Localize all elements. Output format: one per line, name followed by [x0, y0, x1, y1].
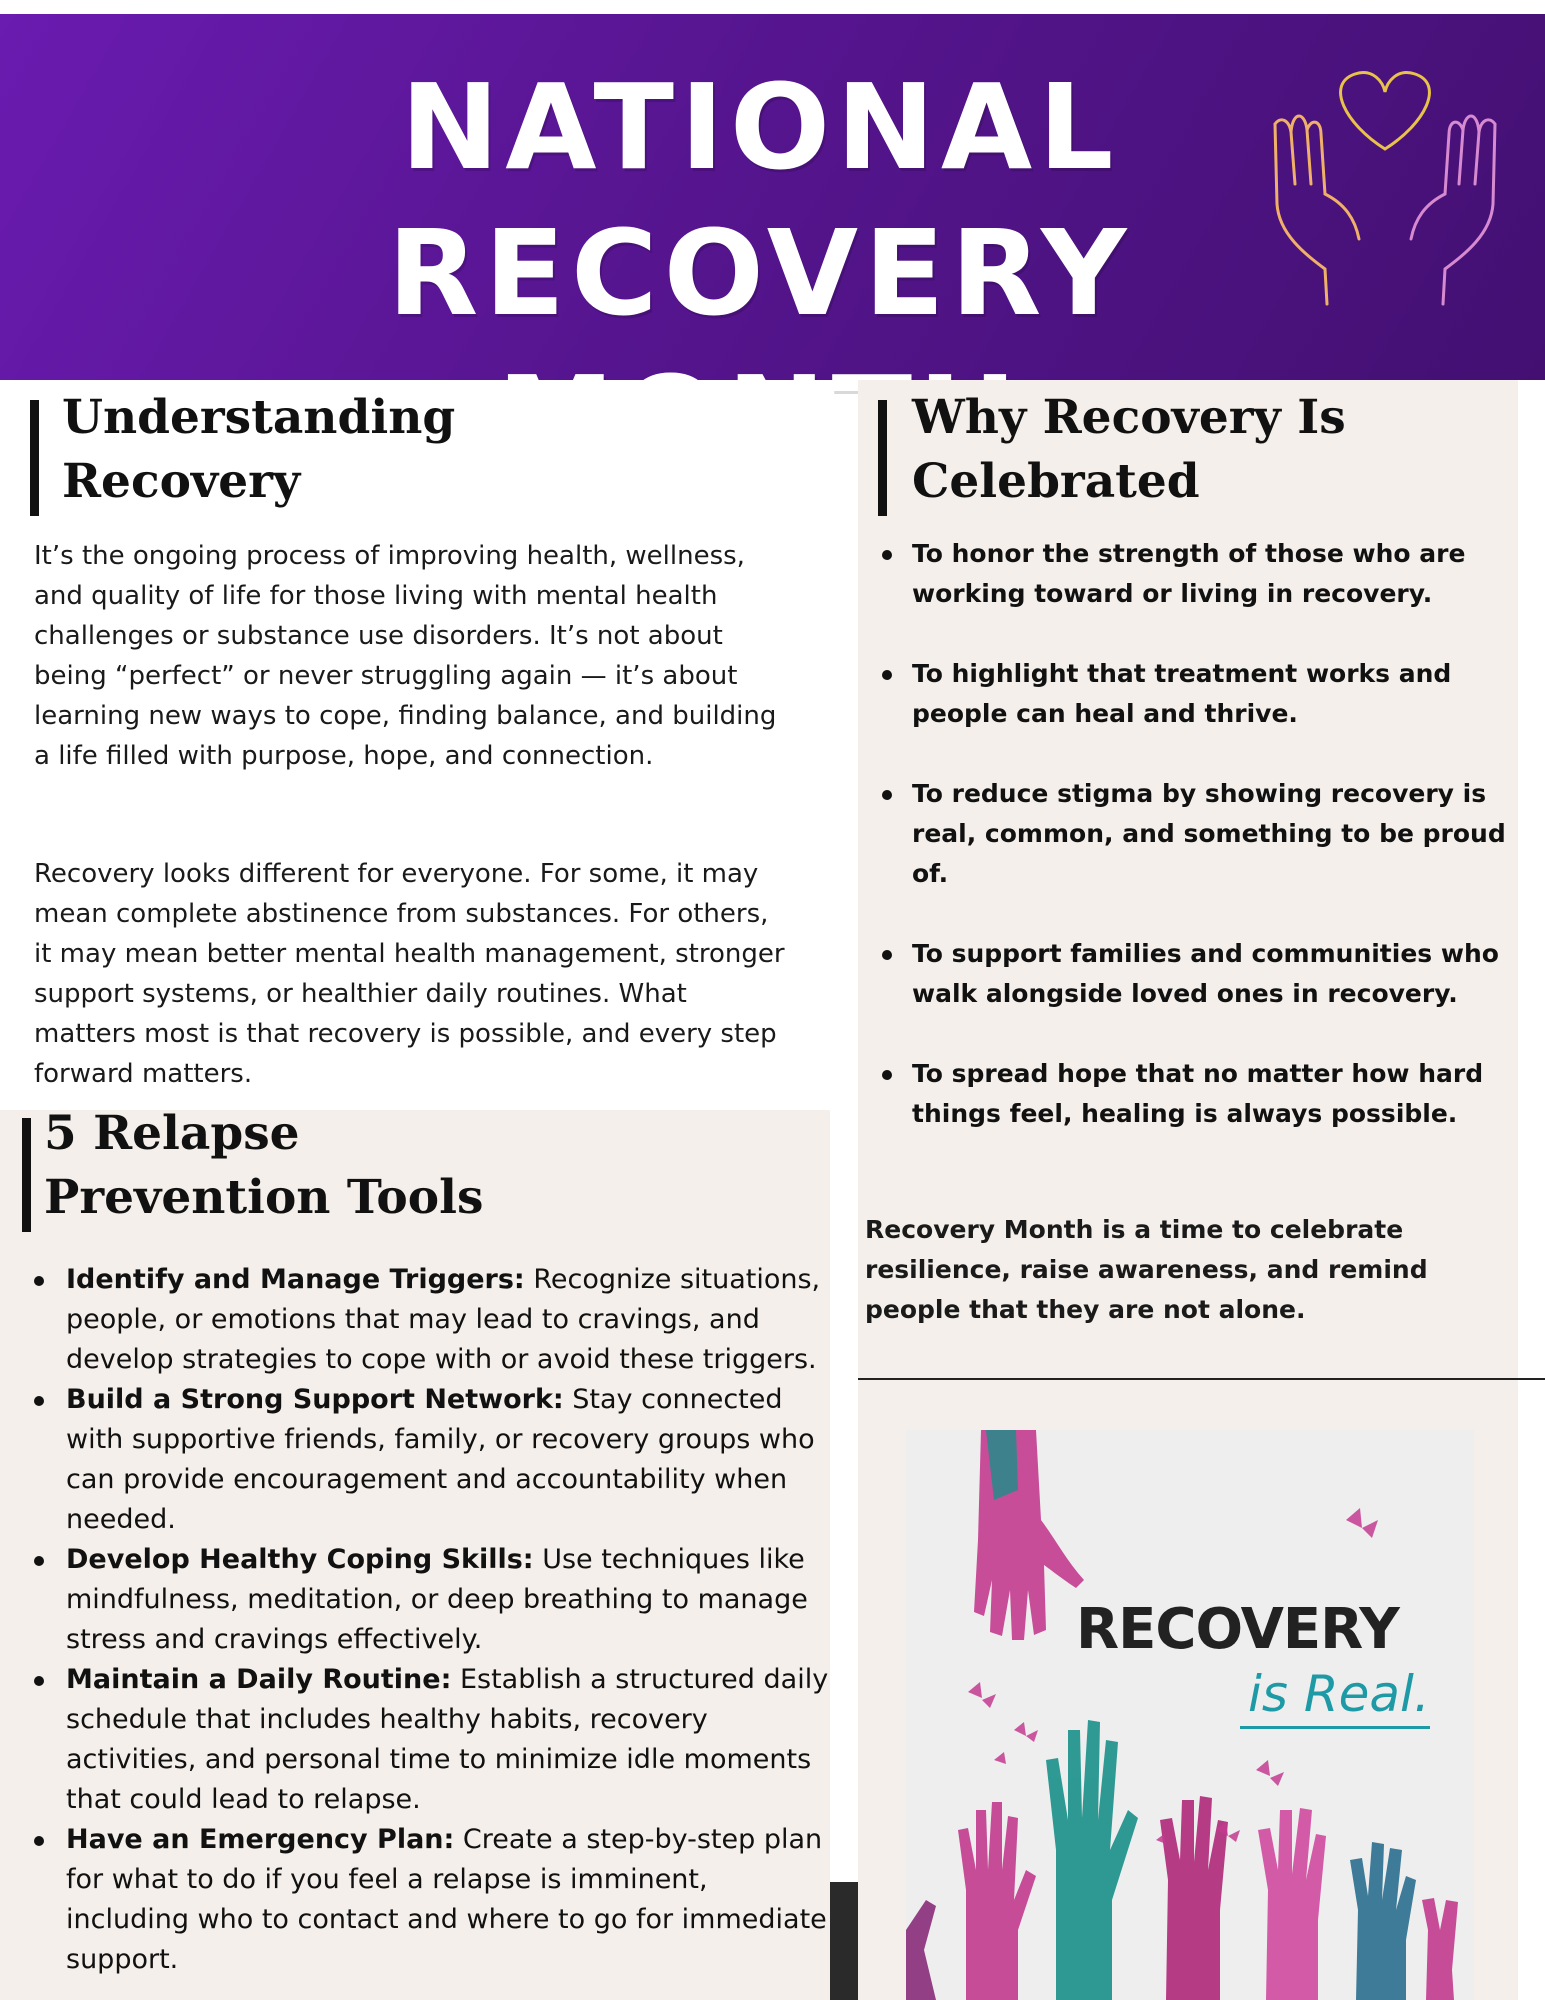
list-item: To reduce stigma by showing recovery is real, common, and something to be proud of. — [880, 774, 1508, 894]
list-item: To spread hope that no matter how hard things feel, healing is always possible. — [880, 1054, 1508, 1134]
tools-heading-line1: 5 Relapse — [44, 1106, 300, 1161]
poster-subtitle: is Real. — [1248, 1665, 1430, 1723]
understanding-heading — [62, 386, 762, 514]
understanding-heading-line1: Understanding — [62, 390, 456, 445]
header-banner — [0, 14, 1545, 380]
list-item — [32, 1380, 832, 1540]
tool-text: Use techniques like mindfulness, meditation, or deep breathing to manage stress and cravings effectively. — [66, 1544, 808, 1655]
hands-heart-icon — [1255, 54, 1515, 314]
tool-text: Stay connected with supportive friends, family, or recovery groups who can provide encouragement and accountability when needed. — [66, 1384, 815, 1535]
tool-name: Maintain a Daily Routine: — [66, 1664, 452, 1695]
heading-accent-bar — [30, 400, 39, 516]
tool-name: Build a Strong Support Network: — [66, 1384, 564, 1415]
heading-accent-bar — [878, 400, 887, 516]
banner-title-line1: NATIONAL — [400, 58, 1120, 196]
banner-title-line2: RECOVERY — [387, 204, 1133, 342]
poster-underline — [1240, 1726, 1430, 1729]
list-item — [32, 1260, 832, 1380]
why-heading-line2: Celebrated — [912, 454, 1200, 509]
list-item: To support families and communities who walk alongside loved ones in recovery. — [880, 934, 1508, 1014]
tools-list — [32, 1260, 832, 1980]
understanding-paragraph-1: It’s the ongoing process of improving health, wellness, and quality of life for those living with mental health challenges or substance use disorders. It’s not about being “perfect” or never struggling again — it’s about learning new ways to cope, finding balance, and building a life filled with purpose, hope, and connection. — [34, 541, 777, 771]
understanding-heading-line2: Recovery — [62, 454, 301, 509]
list-item — [32, 1540, 832, 1660]
divider-line — [858, 1378, 1545, 1380]
recovery-poster — [906, 1430, 1474, 2000]
list-item: To honor the strength of those who are working toward or living in recovery. — [880, 534, 1508, 614]
list-item: To highlight that treatment works and people can heal and thrive. — [880, 654, 1508, 734]
heading-accent-bar — [22, 1118, 31, 1232]
list-item — [32, 1660, 832, 1820]
list-item — [32, 1820, 832, 1980]
tool-name: Have an Emergency Plan: — [66, 1824, 455, 1855]
decorative-bar — [830, 1882, 858, 2000]
tool-name: Identify and Manage Triggers: — [66, 1264, 525, 1295]
tool-text: Recognize situations, people, or emotions that may lead to cravings, and develop strategies to cope with or avoid these triggers. — [66, 1264, 821, 1375]
tool-name: Develop Healthy Coping Skills: — [66, 1544, 534, 1575]
why-heading — [912, 386, 1512, 514]
tools-heading-line2: Prevention Tools — [44, 1170, 484, 1225]
why-list — [880, 534, 1508, 1174]
tool-text: Create a step-by-step plan for what to do if you feel a relapse is imminent, including who to contact and where to go for immediate support. — [66, 1824, 827, 1975]
closing-statement: Recovery Month is a time to celebrate resilience, raise awareness, and remind people that they are not alone. — [865, 1215, 1428, 1324]
understanding-paragraph-2: Recovery looks different for everyone. For some, it may mean complete abstinence from substances. For others, it may mean better mental health management, stronger support systems, or healthier daily routines. What matters most is that recovery is possible, and every step forward matters. — [34, 859, 785, 1089]
poster-word: RECOVERY — [1076, 1597, 1399, 1662]
tool-text: Establish a structured daily schedule that includes healthy habits, recovery activities, and personal time to minimize idle moments that could lead to relapse. — [66, 1664, 829, 1815]
why-heading-line1: Why Recovery Is — [912, 390, 1346, 445]
tools-heading — [44, 1102, 804, 1230]
